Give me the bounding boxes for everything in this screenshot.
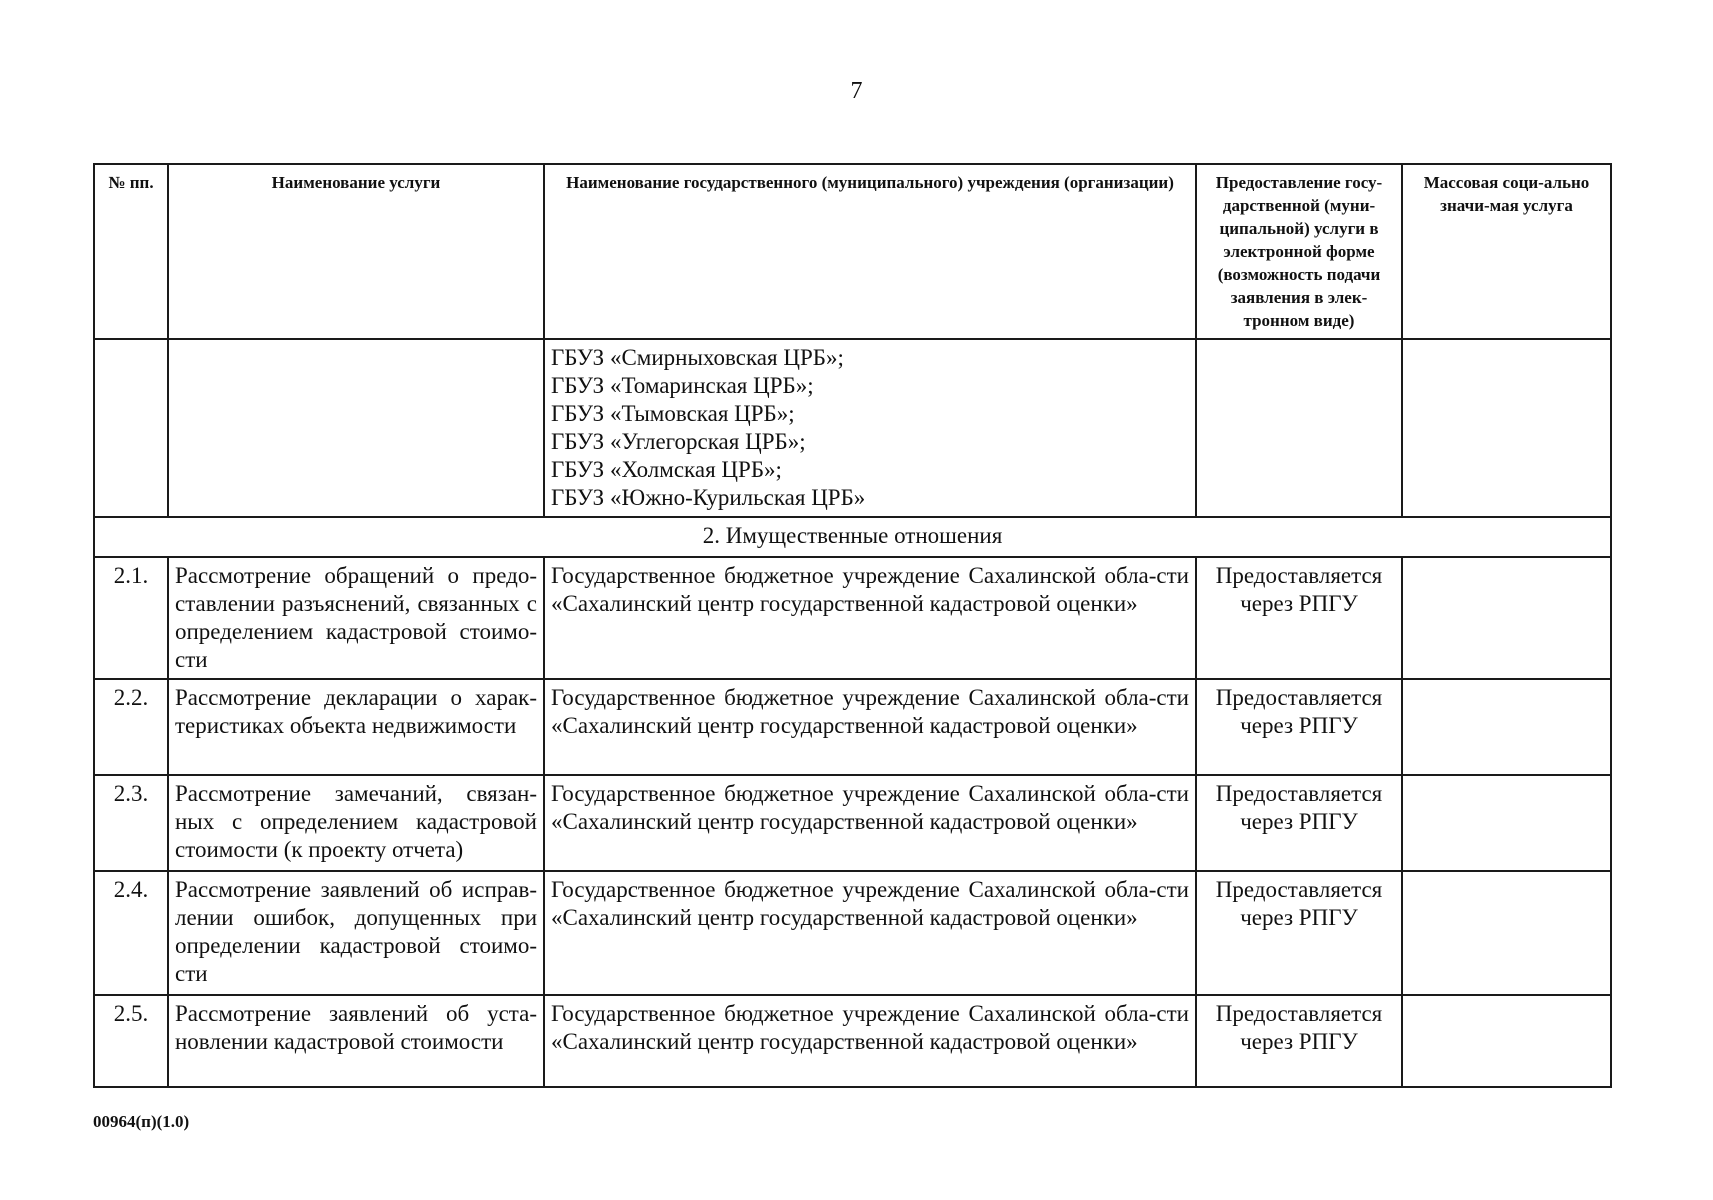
section-title: 2. Имущественные отношения: [94, 517, 1611, 557]
section-row: [94, 517, 1611, 557]
org-line: ГБУЗ «Смирныховская ЦРБ»;: [551, 345, 844, 370]
org-line: ГБУЗ «Южно-Курильская ЦРБ»: [551, 485, 866, 510]
row-num: 2.3.: [94, 775, 168, 871]
header-service-name: Наименование услуги: [168, 164, 544, 339]
header-electronic: Предоставление госу-дарственной (муни-ципальной) услуги в электронной форме (возможность подачи заявления в элек-тронном виде): [1196, 164, 1402, 339]
table-row: [94, 557, 1611, 679]
services-table: [93, 163, 1612, 1088]
row-electronic: Предоставляется через РПГУ: [1196, 679, 1402, 775]
row-organization: Государственное бюджетное учреждение Сахалинской обла-сти «Сахалинский центр государственной кадастровой оценки»: [544, 995, 1196, 1087]
row-organization: Государственное бюджетное учреждение Сахалинской обла-сти «Сахалинский центр государственной кадастровой оценки»: [544, 679, 1196, 775]
row-organization: Государственное бюджетное учреждение Сахалинской обла-сти «Сахалинский центр государственной кадастровой оценки»: [544, 557, 1196, 679]
table-row: [94, 871, 1611, 995]
row-electronic: Предоставляется через РПГУ: [1196, 871, 1402, 995]
row-service-name: Рассмотрение заявлений об уста-новлении кадастровой стоимости: [168, 995, 544, 1087]
cont-electronic-cell: [1196, 339, 1402, 517]
row-num: 2.4.: [94, 871, 168, 995]
table-row: [94, 995, 1611, 1087]
table-row-continuation: [94, 339, 1611, 517]
org-line: ГБУЗ «Холмская ЦРБ»;: [551, 457, 782, 482]
table-header-row: [94, 164, 1611, 339]
row-mass-social: [1402, 557, 1611, 679]
row-service-name: Рассмотрение замечаний, связан-ных с определением кадастровой стоимости (к проекту отчета): [168, 775, 544, 871]
header-mass-social: Массовая соци-ально значи-мая услуга: [1402, 164, 1611, 339]
row-num: 2.5.: [94, 995, 168, 1087]
row-num: 2.1.: [94, 557, 168, 679]
cont-name-cell: [168, 339, 544, 517]
table-row: [94, 775, 1611, 871]
row-mass-social: [1402, 679, 1611, 775]
org-line: ГБУЗ «Томаринская ЦРБ»;: [551, 373, 814, 398]
row-service-name: Рассмотрение обращений о предо-ставлении разъяснений, связанных с определением кадастровой стоимо-сти: [168, 557, 544, 679]
row-electronic: Предоставляется через РПГУ: [1196, 557, 1402, 679]
row-electronic: Предоставляется через РПГУ: [1196, 775, 1402, 871]
row-mass-social: [1402, 871, 1611, 995]
header-organization: Наименование государственного (муниципального) учреждения (организации): [544, 164, 1196, 339]
page-number: 7: [850, 78, 863, 104]
row-organization: Государственное бюджетное учреждение Сахалинской обла-сти «Сахалинский центр государственной кадастровой оценки»: [544, 775, 1196, 871]
row-mass-social: [1402, 995, 1611, 1087]
row-mass-social: [1402, 775, 1611, 871]
row-service-name: Рассмотрение заявлений об исправ-лении ошибок, допущенных при определении кадастровой стоимо-сти: [168, 871, 544, 995]
row-electronic: Предоставляется через РПГУ: [1196, 995, 1402, 1087]
org-line: ГБУЗ «Тымовская ЦРБ»;: [551, 401, 795, 426]
cont-organization-cell: [544, 339, 1196, 517]
row-service-name: Рассмотрение декларации о харак-теристиках объекта недвижимости: [168, 679, 544, 775]
header-num: № пп.: [94, 164, 168, 339]
row-num: 2.2.: [94, 679, 168, 775]
cont-num-cell: [94, 339, 168, 517]
org-line: ГБУЗ «Углегорская ЦРБ»;: [551, 429, 806, 454]
table-row: [94, 679, 1611, 775]
document-code: 00964(п)(1.0): [93, 1112, 190, 1131]
cont-mass-social-cell: [1402, 339, 1611, 517]
row-organization: Государственное бюджетное учреждение Сахалинской обла-сти «Сахалинский центр государственной кадастровой оценки»: [544, 871, 1196, 995]
